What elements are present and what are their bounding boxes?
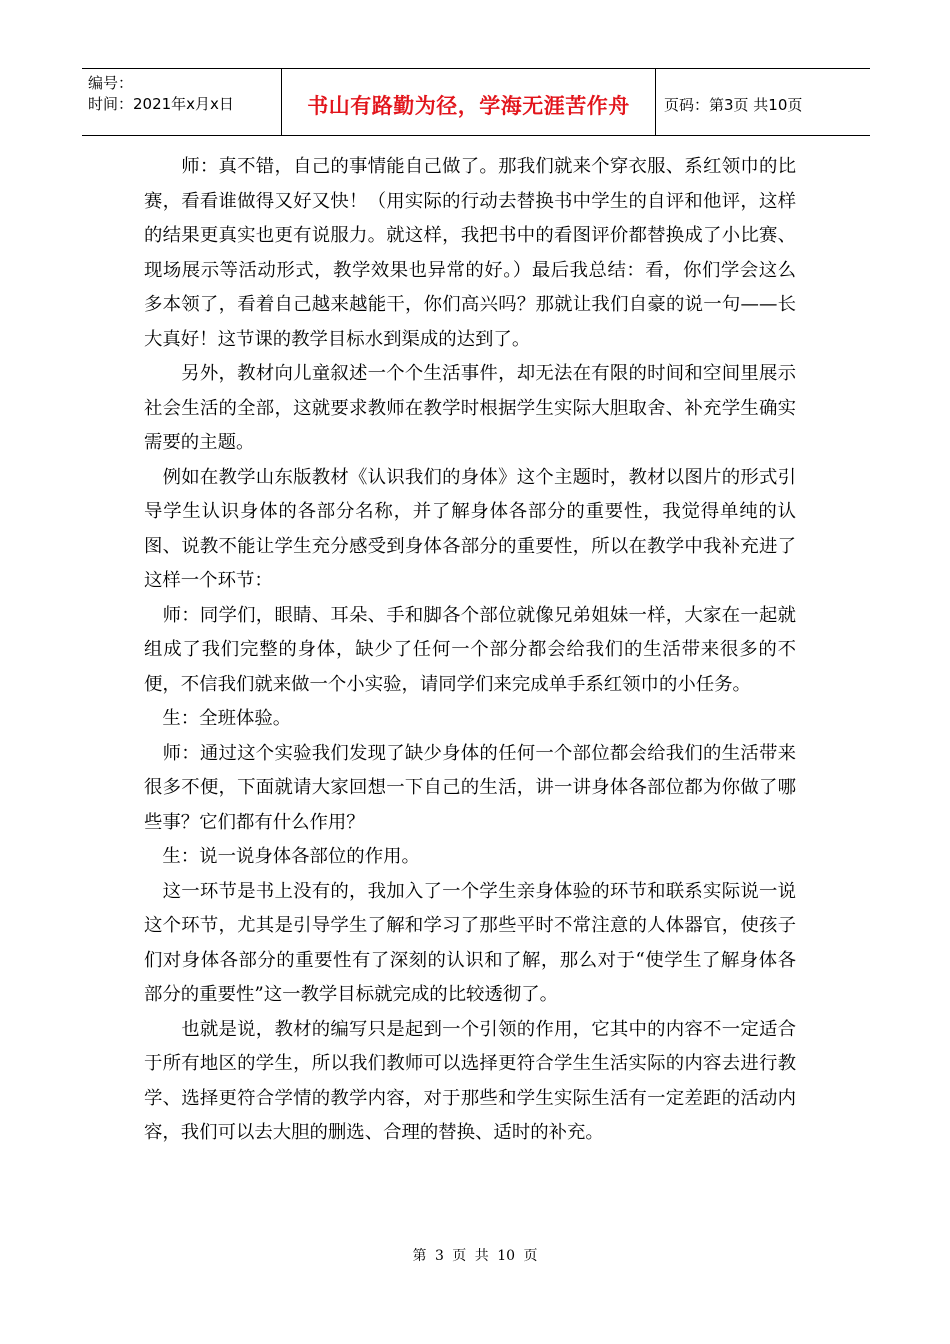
page-header [82, 68, 870, 136]
paragraph: 也就是说，教材的编写只是起到一个引领的作用，它其中的内容不一定适合于所有地区的学生，所以我们教师可以选择更符合学生生活实际的内容去进行教学、选择更符合学情的教学内容，对于那些和学生实际生活有一定差距的活动内容，我们可以去大胆的删选、合理的替换、适时的补充。 [144, 1018, 796, 1143]
paragraph: 师：通过这个实验我们发现了缺少身体的任何一个部位都会给我们的生活带来很多不便，下面就请大家回想一下自己的生活，讲一讲身体各部位都为你做了哪些事？它们都有什么作用？ [144, 742, 796, 833]
paragraph: 例如在教学山东版教材《认识我们的身体》这个主题时，教材以图片的形式引导学生认识身体的各部分名称，并了解身体各部分的重要性，我觉得单纯的认图、说教不能让学生充分感受到身体各部分的重要性，所以在教学中我补充进了这样一个环节： [144, 466, 796, 591]
number-label: 编号： [88, 74, 134, 92]
paragraph: 生：全班体验。 [144, 708, 292, 729]
paragraph: 这一环节是书上没有的，我加入了一个学生亲身体验的环节和联系实际说一说这个环节，尤其是引导学生了解和学习了那些平时不常注意的人体器官，使孩子们对身体各部分的重要性有了深刻的认识和了解，那么对于“使学生了解身体各部分的重要性”这一教学目标就完成的比较透彻了。 [144, 880, 796, 1005]
header-motto: 书山有路勤为径，学海无涯苦作舟 [282, 69, 656, 135]
paragraph: 生：说一说身体各部位的作用。 [144, 846, 420, 867]
paragraph: 师：同学们，眼睛、耳朵、手和脚各个部位就像兄弟姐妹一样，大家在一起就组成了我们完整的身体，缺少了任何一个部分都会给我们的生活带来很多的不便，不信我们就来做一个小实验，请同学们来完成单手系红领巾的小任务。 [144, 604, 796, 695]
date-label: 时间：2021年x月x日 [88, 95, 234, 113]
page-footer: 第 3 页 共 10 页 [412, 1248, 538, 1264]
paragraph: 师：真不错，自己的事情能自己做了。那我们就来个穿衣服、系红领巾的比赛，看看谁做得又好又快！（用实际的行动去替换书中学生的自评和他评，这样的结果更真实也更有说服力。就这样，我把书中的看图评价都替换成了小比赛、现场展示等活动形式，教学效果也异常的好。）最后我总结：看，你们学会这么多本领了，看着自己越来越能干，你们高兴吗？那就让我们自豪的说一句——长大真好！这节课的教学目标水到渠成的达到了。 [144, 156, 796, 350]
header-meta [82, 69, 282, 135]
document-body [144, 150, 796, 1151]
paragraph: 另外，教材向儿童叙述一个个生活事件，却无法在有限的时间和空间里展示社会生活的全部，这就要求教师在教学时根据学生实际大胆取舍、补充学生确实需要的主题。 [144, 363, 796, 453]
header-page-number: 页码：第3页 共10页 [664, 95, 803, 114]
